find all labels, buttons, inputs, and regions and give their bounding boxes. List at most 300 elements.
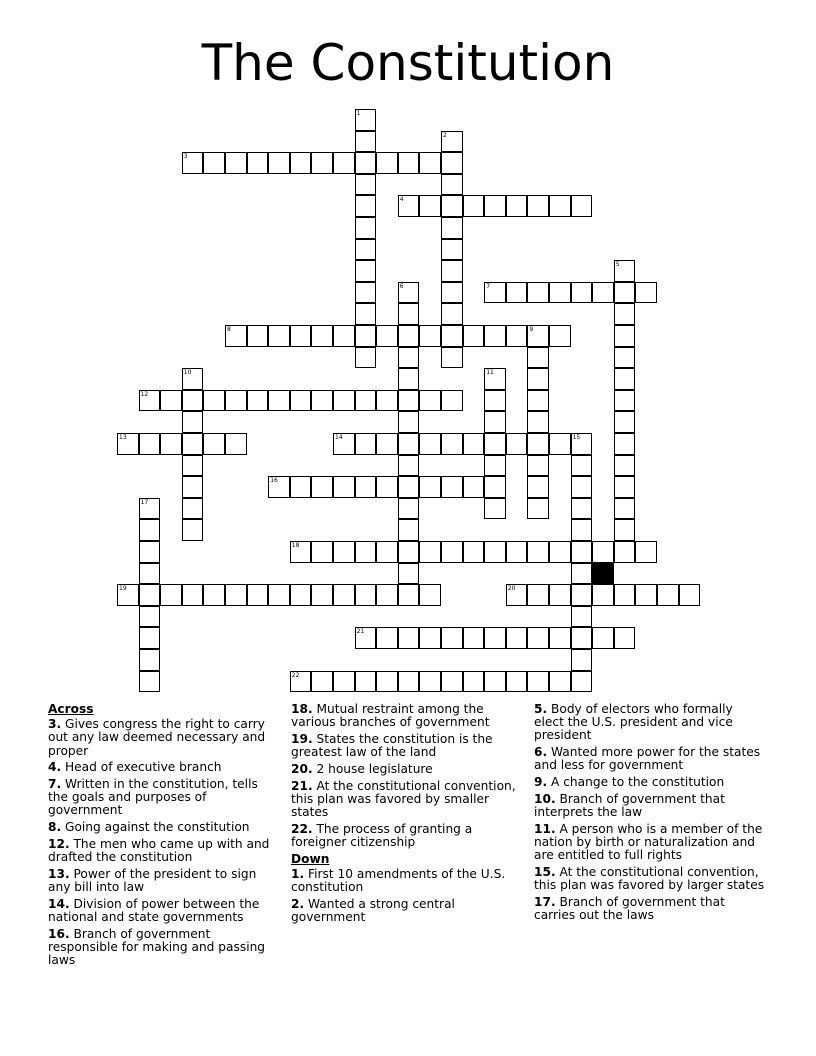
grid-cell[interactable] xyxy=(311,671,333,693)
grid-cell[interactable] xyxy=(182,455,204,477)
grid-cell[interactable] xyxy=(333,671,355,693)
grid-cell[interactable] xyxy=(355,433,377,455)
grid-cell[interactable] xyxy=(484,476,506,498)
grid-cell[interactable] xyxy=(355,195,377,217)
clue-number-label: 19. xyxy=(291,731,313,746)
clue-number-label: 12. xyxy=(48,836,70,851)
grid-cell[interactable] xyxy=(549,671,571,693)
black-cell xyxy=(592,563,614,585)
grid-cell[interactable] xyxy=(506,541,528,563)
clue-text: States the constitution is the greatest law of the land xyxy=(291,731,493,760)
grid-cell[interactable] xyxy=(398,411,420,433)
grid-cell[interactable] xyxy=(268,390,290,412)
clue-number-label: 4. xyxy=(48,760,62,775)
grid-cell[interactable] xyxy=(203,152,225,174)
grid-cell[interactable] xyxy=(160,433,182,455)
grid-cell[interactable] xyxy=(614,303,636,325)
grid-cell[interactable] xyxy=(290,476,312,498)
grid-cell[interactable] xyxy=(398,390,420,412)
clue xyxy=(291,898,523,924)
grid-cell[interactable] xyxy=(398,671,420,693)
grid-cell[interactable] xyxy=(376,152,398,174)
grid-cell[interactable] xyxy=(463,541,485,563)
clue-text: A person who is a member of the nation by birth or naturalization and are entitled to full rights xyxy=(534,821,763,863)
clue-number-label: 11. xyxy=(534,821,556,836)
clue-number: 2 xyxy=(443,131,447,139)
grid-cell[interactable] xyxy=(376,325,398,347)
grid-cell[interactable] xyxy=(398,152,420,174)
grid-cell[interactable] xyxy=(527,498,549,520)
grid-cell[interactable] xyxy=(398,455,420,477)
clue xyxy=(48,821,280,834)
clue-text: At the constitutional convention, this plan was favored by larger states xyxy=(534,864,765,892)
grid-cell[interactable] xyxy=(614,498,636,520)
grid-cell[interactable] xyxy=(355,282,377,304)
grid-cell[interactable] xyxy=(398,627,420,649)
clue-number-label: 16. xyxy=(48,926,70,941)
grid-cell[interactable] xyxy=(247,584,269,606)
grid-cell[interactable] xyxy=(614,347,636,369)
clue-number-label: 5. xyxy=(534,702,548,716)
grid-cell[interactable] xyxy=(484,671,506,693)
grid-cell[interactable] xyxy=(398,325,420,347)
grid-cell[interactable] xyxy=(376,433,398,455)
grid-cell[interactable] xyxy=(463,627,485,649)
grid-cell[interactable] xyxy=(333,476,355,498)
clue-number-label: 3. xyxy=(48,717,62,732)
clue-number: 9 xyxy=(529,326,534,333)
grid-cell[interactable] xyxy=(441,390,463,412)
clue-text: At the constitutional convention, this plan was favored by smaller states xyxy=(291,778,516,819)
grid-cell[interactable] xyxy=(139,649,161,671)
grid-cell[interactable] xyxy=(506,195,528,217)
grid-cell[interactable] xyxy=(614,584,636,606)
grid-cell[interactable] xyxy=(290,325,312,347)
grid-cell[interactable] xyxy=(527,455,549,477)
grid-cell[interactable] xyxy=(635,282,657,304)
grid-cell[interactable] xyxy=(441,217,463,239)
grid-cell[interactable] xyxy=(376,584,398,606)
grid-cell[interactable] xyxy=(290,152,312,174)
grid-cell[interactable] xyxy=(549,433,571,455)
grid-cell[interactable] xyxy=(160,584,182,606)
clue-number-label: 7. xyxy=(48,777,62,792)
grid-cell[interactable] xyxy=(398,541,420,563)
clue-number-label: 2. xyxy=(291,896,305,911)
grid-cell[interactable] xyxy=(614,368,636,390)
grid-cell[interactable] xyxy=(527,671,549,693)
grid-cell[interactable] xyxy=(441,260,463,282)
grid-cell[interactable] xyxy=(139,606,161,628)
clue xyxy=(291,823,523,849)
grid-cell[interactable] xyxy=(679,584,701,606)
clue-text: Gives congress the right to carry out any law deemed necessary and proper xyxy=(48,717,266,758)
grid-cell[interactable] xyxy=(614,411,636,433)
clue-number-label: 10. xyxy=(534,791,556,806)
clue-number: 8 xyxy=(227,326,231,333)
grid-cell[interactable] xyxy=(614,325,636,347)
grid-cell[interactable] xyxy=(376,671,398,693)
clue xyxy=(48,838,280,864)
grid-cell[interactable] xyxy=(614,433,636,455)
grid-cell[interactable] xyxy=(441,303,463,325)
clue xyxy=(48,868,280,894)
clue-text: Going against the constitution xyxy=(61,820,250,835)
grid-cell[interactable] xyxy=(571,541,593,563)
clue-number-label: 8. xyxy=(48,820,62,835)
grid-cell[interactable] xyxy=(484,455,506,477)
across-heading: Across xyxy=(48,702,94,716)
grid-cell[interactable] xyxy=(139,671,161,693)
grid-cell[interactable] xyxy=(182,584,204,606)
grid-cell[interactable] xyxy=(549,541,571,563)
grid-cell[interactable] xyxy=(571,455,593,477)
grid-cell[interactable] xyxy=(635,541,657,563)
grid-cell[interactable] xyxy=(225,390,247,412)
grid-cell[interactable] xyxy=(333,325,355,347)
grid-cell[interactable] xyxy=(268,325,290,347)
grid-cell[interactable] xyxy=(419,476,441,498)
grid-cell[interactable] xyxy=(549,195,571,217)
grid-cell[interactable] xyxy=(160,390,182,412)
grid-cell[interactable] xyxy=(311,584,333,606)
clue-number-label: 22. xyxy=(291,821,313,836)
grid-cell[interactable] xyxy=(182,390,204,412)
grid-cell[interactable] xyxy=(419,195,441,217)
grid-cell[interactable] xyxy=(527,282,549,304)
clue-number: 4 xyxy=(399,196,404,204)
grid-cell[interactable] xyxy=(484,390,506,412)
grid-cell[interactable] xyxy=(441,627,463,649)
clue-text: Power of the president to sign any bill into law xyxy=(48,866,257,894)
grid-cell[interactable] xyxy=(484,498,506,520)
grid-cell[interactable] xyxy=(225,433,247,455)
grid-cell[interactable] xyxy=(463,476,485,498)
clue-text: The process of granting a foreigner citizenship xyxy=(291,821,473,849)
clue-text: Head of executive branch xyxy=(61,760,222,775)
grid-cell[interactable] xyxy=(355,174,377,196)
grid-cell[interactable] xyxy=(355,584,377,606)
grid-cell[interactable] xyxy=(527,195,549,217)
grid-cell[interactable] xyxy=(441,325,463,347)
grid-cell[interactable] xyxy=(506,282,528,304)
grid-cell[interactable] xyxy=(592,541,614,563)
grid-cell[interactable] xyxy=(290,390,312,412)
grid-cell[interactable] xyxy=(463,671,485,693)
grid-cell[interactable] xyxy=(527,584,549,606)
grid-cell[interactable] xyxy=(247,325,269,347)
clue xyxy=(534,823,766,863)
clue-number: 11 xyxy=(486,369,494,377)
grid-cell[interactable] xyxy=(247,390,269,412)
clue-column-2 xyxy=(291,703,523,928)
clue-column-1 xyxy=(48,703,280,971)
grid-cell[interactable] xyxy=(311,152,333,174)
clue-number: 20 xyxy=(507,585,516,593)
grid-cell[interactable] xyxy=(225,152,247,174)
grid-cell[interactable] xyxy=(182,433,204,455)
grid-cell[interactable] xyxy=(355,671,377,693)
grid-cell[interactable] xyxy=(484,541,506,563)
grid-cell[interactable] xyxy=(355,476,377,498)
grid-cell[interactable] xyxy=(419,390,441,412)
grid-cell[interactable] xyxy=(333,152,355,174)
clue xyxy=(291,703,523,729)
grid-cell[interactable] xyxy=(311,476,333,498)
grid-cell[interactable] xyxy=(614,476,636,498)
grid-cell[interactable] xyxy=(268,584,290,606)
grid-cell[interactable] xyxy=(355,325,377,347)
grid-cell[interactable] xyxy=(441,239,463,261)
grid-cell[interactable] xyxy=(139,541,161,563)
grid-cell[interactable] xyxy=(268,152,290,174)
grid-cell[interactable] xyxy=(333,584,355,606)
grid-cell[interactable] xyxy=(571,671,593,693)
grid-cell[interactable] xyxy=(549,325,571,347)
grid-cell[interactable] xyxy=(355,239,377,261)
clue-number-label: 1. xyxy=(291,866,305,881)
clue-number: 21 xyxy=(356,628,365,636)
clue-text: 2 house legislature xyxy=(312,761,433,776)
grid-cell[interactable] xyxy=(376,476,398,498)
grid-cell[interactable] xyxy=(182,498,204,520)
clue-number: 19 xyxy=(119,585,127,593)
clue xyxy=(291,733,523,759)
grid-cell[interactable] xyxy=(571,649,593,671)
grid-cell[interactable] xyxy=(376,627,398,649)
grid-cell[interactable] xyxy=(527,476,549,498)
grid-cell[interactable] xyxy=(614,627,636,649)
clue-text: Branch of government responsible for making and passing laws xyxy=(48,926,266,967)
grid-cell[interactable] xyxy=(139,627,161,649)
clue xyxy=(48,778,280,818)
grid-cell[interactable] xyxy=(290,584,312,606)
grid-cell[interactable] xyxy=(441,174,463,196)
grid-cell[interactable] xyxy=(139,519,161,541)
grid-cell[interactable] xyxy=(419,584,441,606)
grid-cell[interactable] xyxy=(441,476,463,498)
clue xyxy=(534,746,766,772)
grid-cell[interactable] xyxy=(527,433,549,455)
clue xyxy=(48,761,280,774)
grid-cell[interactable] xyxy=(657,584,679,606)
grid-cell[interactable] xyxy=(549,584,571,606)
grid-cell[interactable] xyxy=(225,584,247,606)
grid-cell[interactable] xyxy=(592,627,614,649)
grid-cell[interactable] xyxy=(484,411,506,433)
grid-cell[interactable] xyxy=(484,325,506,347)
grid-cell[interactable] xyxy=(592,282,614,304)
clue-text: The men who came up with and drafted the constitution xyxy=(48,836,270,865)
clue-text: Branch of government that carries out the laws xyxy=(534,894,725,922)
grid-cell[interactable] xyxy=(463,325,485,347)
clue-column-3 xyxy=(534,703,766,926)
grid-cell[interactable] xyxy=(571,476,593,498)
grid-cell[interactable] xyxy=(527,627,549,649)
grid-cell[interactable] xyxy=(527,411,549,433)
grid-cell[interactable] xyxy=(398,368,420,390)
grid-cell[interactable] xyxy=(549,282,571,304)
clue xyxy=(534,896,766,922)
grid-cell[interactable] xyxy=(182,519,204,541)
grid-cell[interactable] xyxy=(398,347,420,369)
clue xyxy=(291,868,523,894)
clue-text: A change to the constitution xyxy=(547,775,725,790)
grid-cell[interactable] xyxy=(419,627,441,649)
grid-cell[interactable] xyxy=(203,390,225,412)
clue-number: 13 xyxy=(119,434,127,441)
clue-number: 16 xyxy=(270,477,278,485)
grid-cell[interactable] xyxy=(355,260,377,282)
clue-number: 5 xyxy=(615,261,620,269)
grid-cell[interactable] xyxy=(398,476,420,498)
grid-cell[interactable] xyxy=(398,519,420,541)
grid-cell[interactable] xyxy=(419,541,441,563)
grid-cell[interactable] xyxy=(355,390,377,412)
clue xyxy=(48,898,280,924)
grid-cell[interactable] xyxy=(182,411,204,433)
clue-text: Wanted more power for the states and less for government xyxy=(534,745,761,773)
clue-number: 14 xyxy=(335,434,343,441)
clue-number-label: 13. xyxy=(48,866,70,881)
grid-cell[interactable] xyxy=(571,282,593,304)
clue-text: Mutual restraint among the various branches of government xyxy=(291,702,490,730)
grid-cell[interactable] xyxy=(571,195,593,217)
grid-cell[interactable] xyxy=(355,217,377,239)
clue-number: 7 xyxy=(486,282,491,290)
grid-cell[interactable] xyxy=(614,390,636,412)
clue-number: 3 xyxy=(183,153,188,161)
grid-cell[interactable] xyxy=(614,282,636,304)
grid-cell[interactable] xyxy=(182,476,204,498)
grid-cell[interactable] xyxy=(398,563,420,585)
grid-cell[interactable] xyxy=(355,303,377,325)
grid-cell[interactable] xyxy=(247,152,269,174)
grid-cell[interactable] xyxy=(419,671,441,693)
grid-cell[interactable] xyxy=(441,433,463,455)
clue xyxy=(291,780,523,820)
grid-cell[interactable] xyxy=(398,584,420,606)
grid-cell[interactable] xyxy=(441,152,463,174)
clue-text: Wanted a strong central government xyxy=(291,896,455,924)
grid-cell[interactable] xyxy=(571,627,593,649)
grid-cell[interactable] xyxy=(355,131,377,153)
clue-text: Written in the constitution, tells the goals and purposes of government xyxy=(48,777,258,818)
grid-cell[interactable] xyxy=(506,627,528,649)
clue-text: First 10 amendments of the U.S. constitution xyxy=(291,866,506,894)
grid-cell[interactable] xyxy=(355,152,377,174)
clue xyxy=(534,866,766,892)
grid-cell[interactable] xyxy=(571,563,593,585)
clue-number: 22 xyxy=(291,671,300,679)
grid-cell[interactable] xyxy=(398,433,420,455)
grid-cell[interactable] xyxy=(203,584,225,606)
grid-cell[interactable] xyxy=(614,519,636,541)
clue-number: 1 xyxy=(356,110,361,117)
grid-cell[interactable] xyxy=(419,325,441,347)
grid-cell[interactable] xyxy=(463,433,485,455)
grid-cell[interactable] xyxy=(398,303,420,325)
clue-number-label: 17. xyxy=(534,894,556,909)
grid-cell[interactable] xyxy=(355,347,377,369)
clue-number-label: 20. xyxy=(291,761,313,776)
grid-cell[interactable] xyxy=(139,433,161,455)
grid-cell[interactable] xyxy=(527,541,549,563)
clue-number: 10 xyxy=(183,369,192,377)
grid-cell[interactable] xyxy=(614,541,636,563)
grid-cell[interactable] xyxy=(311,325,333,347)
grid-cell[interactable] xyxy=(527,368,549,390)
grid-cell[interactable] xyxy=(139,563,161,585)
clue-number-label: 15. xyxy=(534,864,556,879)
clue xyxy=(534,776,766,789)
grid-cell[interactable] xyxy=(463,195,485,217)
grid-cell[interactable] xyxy=(333,541,355,563)
clue-number-label: 9. xyxy=(534,775,548,790)
clue xyxy=(48,718,280,758)
puzzle-title: The Constitution xyxy=(201,34,615,92)
down-heading: Down xyxy=(291,851,330,866)
clue-number: 12 xyxy=(140,390,149,398)
grid-cell[interactable] xyxy=(484,433,506,455)
grid-cell[interactable] xyxy=(484,627,506,649)
grid-cell[interactable] xyxy=(419,433,441,455)
clue-number: 17 xyxy=(140,498,149,506)
grid-cell[interactable] xyxy=(527,390,549,412)
grid-cell[interactable] xyxy=(571,584,593,606)
grid-cell[interactable] xyxy=(506,433,528,455)
clue xyxy=(534,703,766,743)
grid-cell[interactable] xyxy=(506,671,528,693)
grid-cell[interactable] xyxy=(333,390,355,412)
grid-cell[interactable] xyxy=(549,627,571,649)
grid-cell[interactable] xyxy=(311,541,333,563)
grid-cell[interactable] xyxy=(592,584,614,606)
clue-text: Branch of government that interprets the law xyxy=(534,791,725,819)
grid-cell[interactable] xyxy=(506,325,528,347)
clue xyxy=(291,763,523,776)
clue-text: Division of power between the national and state governments xyxy=(48,896,260,924)
grid-cell[interactable] xyxy=(614,455,636,477)
clue-number-label: 6. xyxy=(534,745,548,760)
grid-cell[interactable] xyxy=(571,606,593,628)
clue xyxy=(534,793,766,819)
grid-cell[interactable] xyxy=(484,195,506,217)
grid-cell[interactable] xyxy=(571,498,593,520)
grid-cell[interactable] xyxy=(398,498,420,520)
grid-cell[interactable] xyxy=(376,541,398,563)
grid-cell[interactable] xyxy=(203,433,225,455)
grid-cell[interactable] xyxy=(635,584,657,606)
clue-number-label: 18. xyxy=(291,702,313,716)
grid-cell[interactable] xyxy=(419,152,441,174)
grid-cell[interactable] xyxy=(571,519,593,541)
grid-cell[interactable] xyxy=(355,541,377,563)
grid-cell[interactable] xyxy=(139,584,161,606)
clue xyxy=(48,928,280,968)
grid-cell[interactable] xyxy=(376,390,398,412)
grid-cell[interactable] xyxy=(441,671,463,693)
clue-text: Body of electors who formally elect the U.S. president and vice president xyxy=(534,702,733,743)
grid-cell[interactable] xyxy=(441,282,463,304)
grid-cell[interactable] xyxy=(311,390,333,412)
grid-cell[interactable] xyxy=(441,195,463,217)
grid-cell[interactable] xyxy=(527,347,549,369)
clue-number: 15 xyxy=(572,434,581,441)
clue-number: 6 xyxy=(399,282,404,290)
grid-cell[interactable] xyxy=(441,347,463,369)
grid-cell[interactable] xyxy=(441,541,463,563)
